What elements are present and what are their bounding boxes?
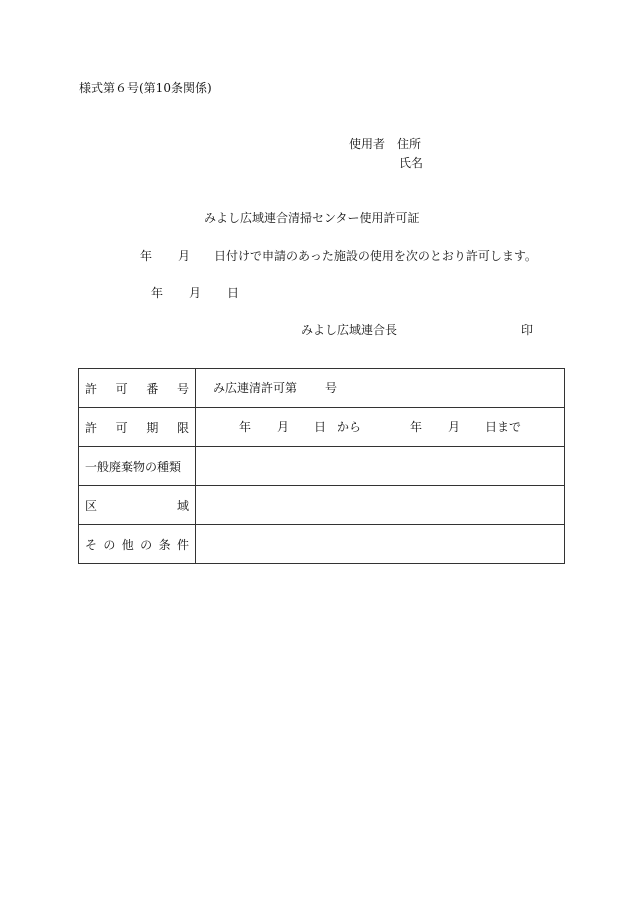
- application-year-label: 年: [140, 249, 153, 263]
- label-char: 域: [176, 498, 189, 513]
- label-char: 期: [146, 420, 159, 435]
- label-char: そ: [85, 537, 98, 552]
- period-to-year: 年: [410, 420, 423, 434]
- waste-type-label-text: 一般廃棄物の種類: [85, 459, 182, 474]
- waste-type-label: [79, 447, 196, 486]
- issue-day-label: 日: [227, 286, 240, 300]
- permit-number-suffix: 号: [325, 381, 338, 395]
- label-char: の: [140, 537, 153, 552]
- issue-month-label: 月: [189, 286, 202, 300]
- body-text: 日付けで申請のあった施設の使用を次のとおり許可します。: [214, 249, 537, 263]
- period-from-month: 月: [277, 420, 290, 434]
- table-row-waste-type: [79, 447, 565, 486]
- label-char: 許: [85, 381, 98, 396]
- other-conditions-label: [79, 525, 196, 564]
- area-label: [79, 486, 196, 525]
- seal-mark: 印: [521, 323, 534, 337]
- label-char: 許: [85, 420, 98, 435]
- table-row-other-conditions: [79, 525, 565, 564]
- application-month-label: 月: [178, 249, 191, 263]
- permit-number-label: [79, 369, 196, 408]
- table-row-permit-number: [79, 369, 565, 408]
- other-conditions-value: [196, 525, 565, 564]
- label-char: 限: [176, 420, 189, 435]
- label-char: 可: [115, 420, 128, 435]
- period-from-year: 年: [239, 420, 252, 434]
- permit-period-label: [79, 408, 196, 447]
- waste-type-value: [196, 447, 565, 486]
- table-row-area: [79, 486, 565, 525]
- label-char: 可: [115, 381, 128, 396]
- label-char: 番: [146, 381, 159, 396]
- period-from-day: 日: [314, 420, 327, 434]
- label-char: 条: [158, 537, 171, 552]
- permit-table: [78, 368, 565, 564]
- permit-period-value: [196, 408, 565, 447]
- period-from-label: から: [337, 420, 362, 434]
- label-char: 号: [176, 381, 189, 396]
- period-to-day: 日まで: [485, 420, 522, 434]
- form-number: 様式第６号(第10条関係): [79, 81, 212, 95]
- user-name-label: 氏名: [399, 156, 424, 170]
- permit-number-value: [196, 369, 565, 408]
- issuer-name: みよし広域連合長: [301, 323, 398, 337]
- user-address-label: 使用者 住所: [349, 137, 422, 151]
- label-char: の: [103, 537, 116, 552]
- table-row-permit-period: [79, 408, 565, 447]
- label-char: 区: [85, 498, 98, 513]
- area-value: [196, 486, 565, 525]
- document-title: みよし広域連合清掃センター使用許可証: [204, 211, 420, 225]
- label-char: 件: [176, 537, 189, 552]
- permit-number-text: み広連清許可第: [213, 381, 298, 395]
- issue-year-label: 年: [151, 286, 164, 300]
- label-char: 他: [121, 537, 134, 552]
- period-to-month: 月: [448, 420, 461, 434]
